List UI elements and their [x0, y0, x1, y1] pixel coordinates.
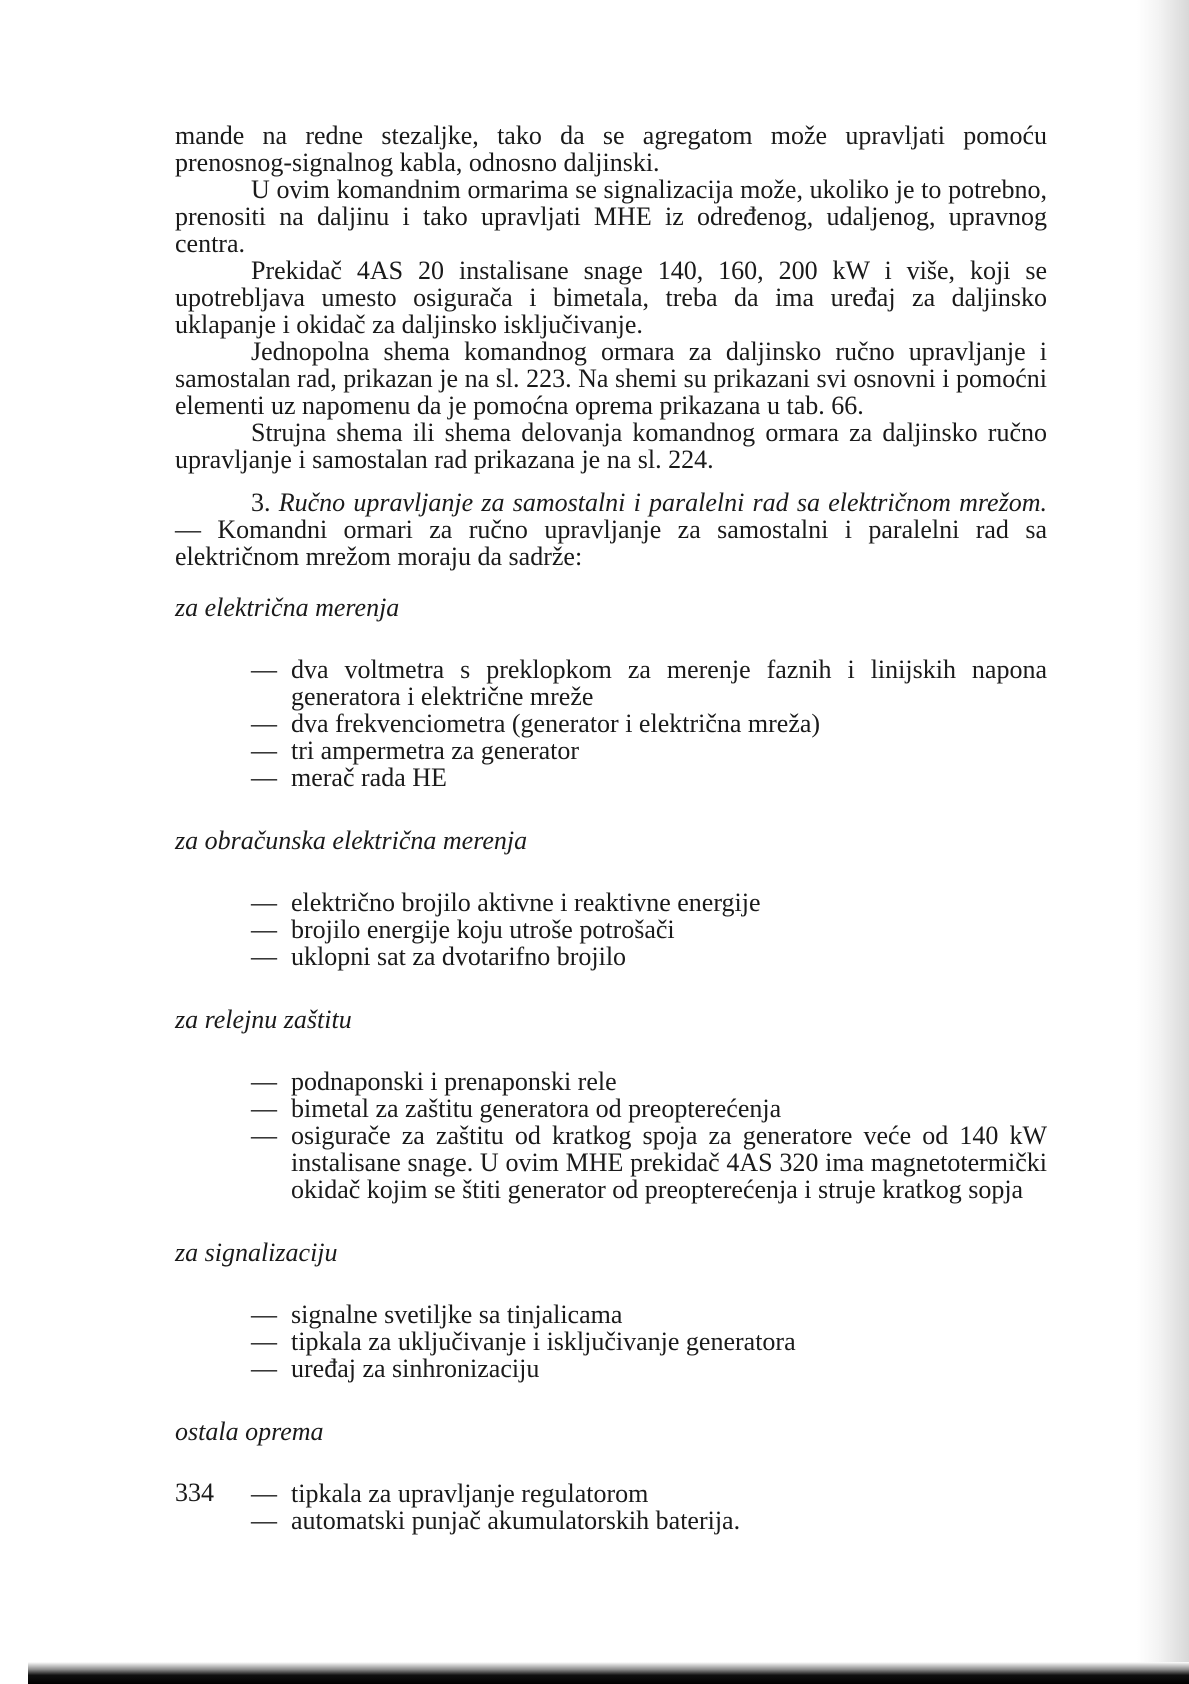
paragraph: U ovim komandnim ormarima se signalizacija može, ukoliko je to potrebno, prenositi na daljinu i tako upravljati MHE iz određenog, udaljenog, upravnog centra.: [175, 175, 1047, 258]
list-item: — tipkala za uključivanje i isključivanje generatora: [175, 1328, 1047, 1355]
list-item: — podnaponski i prenaponski rele: [175, 1068, 1047, 1095]
list-item: — osigurače za zaštitu od kratkog spoja za generatore veće od 140 kW instalisane snage. U ovim MHE prekidač 4AS 320 ima magnetotermički okidač kojim se štiti generator od preopterećenja i struje kratkog sopja: [175, 1122, 1047, 1203]
list-item: — automatski punjač akumulatorskih baterija.: [175, 1507, 1047, 1534]
page-number: 334: [175, 1478, 214, 1507]
list-item: — signalne svetiljke sa tinjalicama: [175, 1301, 1047, 1328]
numbered-paragraph: [175, 489, 1047, 570]
list-item: — dva frekvenciometra (generator i električna mreža): [175, 710, 1047, 737]
scan-bottom-border: [28, 1662, 1189, 1684]
list-item: — uređaj za sinhronizaciju: [175, 1355, 1047, 1382]
list-item: — dva voltmetra s preklopkom za merenje faznih i linijskih napona generatora i električne mreže: [175, 656, 1047, 710]
paragraph: Prekidač 4AS 20 instalisane snage 140, 160, 200 kW i više, koji se upotrebljava umesto osigurača i bimetala, treba da ima uređaj za daljinsko uklapanje i okidač za daljinsko isključivanje.: [175, 256, 1047, 339]
item-list: [175, 1068, 1047, 1203]
list-item: — merač rada HE: [175, 764, 1047, 791]
item-list: [175, 1480, 1047, 1534]
list-item: — bimetal za zaštitu generatora od preopterećenja: [175, 1095, 1047, 1122]
list-item: — električno brojilo aktivne i reaktivne energije: [175, 889, 1047, 916]
paragraph: Strujna shema ili shema delovanja komandnog ormara za daljinsko ručno upravljanje i samostalan rad prikazana je na sl. 224.: [175, 418, 1047, 474]
section-title: za obračunska električna merenja: [175, 826, 528, 855]
paragraph-text: — Komandni ormari za ručno upravljanje za samostalni i paralelni rad sa električnom mrežom moraju da sadrže:: [175, 515, 1047, 571]
list-item: — brojilo energije koju utroše potrošači: [175, 916, 1047, 943]
scan-page-edge: [1137, 0, 1189, 1684]
item-list: [175, 889, 1047, 970]
section-title: za relejnu zaštitu: [175, 1005, 352, 1034]
list-item: — uklopni sat za dvotarifno brojilo: [175, 943, 1047, 970]
list-item: — tri ampermetra za generator: [175, 737, 1047, 764]
item-list: [175, 1301, 1047, 1382]
page-body: [175, 122, 1047, 1570]
section-title: za električna merenja: [175, 593, 400, 622]
section-title: ostala oprema: [175, 1417, 324, 1446]
paragraph-heading: Ručno upravljanje za samostalni i paralelni rad sa električnom mrežom.: [278, 488, 1047, 517]
list-item: — tipkala za upravljanje regulatorom: [175, 1480, 1047, 1507]
paragraph-number: 3.: [251, 488, 271, 517]
item-list: [175, 656, 1047, 791]
paragraph-continuation: mande na redne stezaljke, tako da se agregatom može upravljati pomoću prenosnog-signalnog kabla, odnosno daljinski.: [175, 121, 1047, 177]
section-title: za signalizaciju: [175, 1238, 338, 1267]
paragraph: Jednopolna shema komandnog ormara za daljinsko ručno upravljanje i samostalan rad, prikazan je na sl. 223. Na shemi su prikazani svi osnovni i pomoćni elementi uz napomenu da je pomoćna oprema prikazana u tab. 66.: [175, 337, 1047, 420]
